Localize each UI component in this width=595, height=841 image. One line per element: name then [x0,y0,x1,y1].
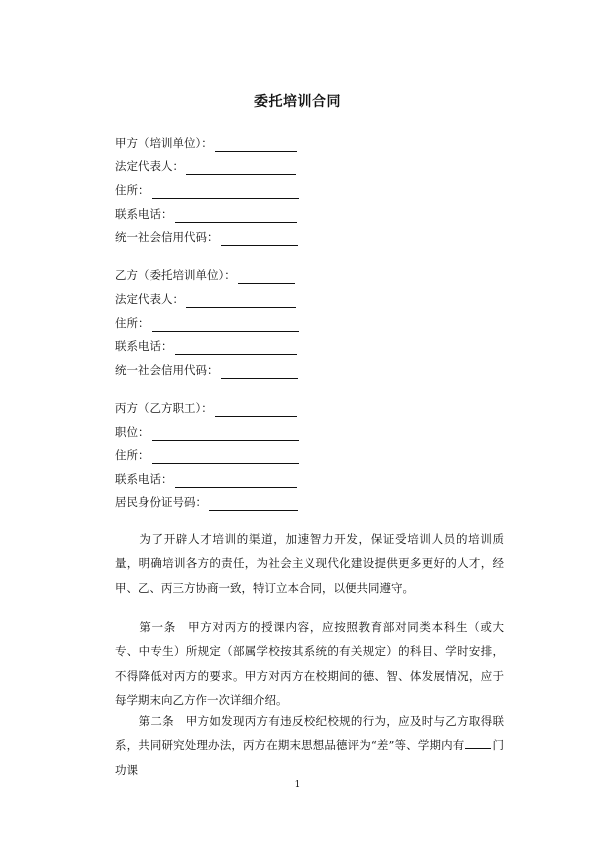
party-b-phone-label: 联系电话： [115,339,173,353]
party-b-credit-label: 统一社会信用代码： [115,363,219,377]
article-1-paragraph [115,615,504,712]
article-1-text: 第一条 甲方对丙方的授课内容，应按照教育部对同类本科生（或大专、中专生）所规定（部属学校按其系统的有关规定）的科目、学时安排，不得降低对丙方的要求。甲方对丙方在校期间的德、智、体发展情况，应于每学期末向乙方作一次详细介绍。 [115,620,504,707]
party-c-address-field [115,446,299,464]
party-a-phone-blank [175,210,297,223]
party-b-rep-blank [186,295,296,308]
party-b-heading-field [115,266,295,284]
party-a-credit-label: 统一社会信用代码： [115,230,219,244]
article-2-text-part2: 门功课 [115,738,504,777]
party-a-rep-blank [186,162,296,175]
page-number: 1 [294,780,301,790]
preamble-text: 为了开辟人才培训的渠道，加速智力开发，保证受培训人员的培训质量，明确培训各方的责任，为社会主义现代化建设提供更多更好的人才，经甲、乙、丙三方协商一致，特订立本合同，以便共同遵守。 [115,532,504,595]
party-a-credit-blank [221,233,298,246]
preamble-paragraph [115,527,504,600]
party-c-address-label: 住所： [115,448,150,462]
party-c-position-field [115,423,299,441]
party-c-heading-field [115,399,297,417]
party-a-address-label: 住所： [115,183,150,197]
party-c-position-label: 职位： [115,425,150,439]
party-a-address-blank [152,186,299,199]
party-a-heading-field [115,134,297,152]
party-c-phone-label: 联系电话： [115,472,173,486]
party-b-rep-label: 法定代表人： [115,292,184,306]
party-a-rep-field [115,157,296,175]
party-c-heading-label: 丙方（乙方职工）： [115,401,213,415]
party-b-heading-label: 乙方（委托培训单位）： [115,268,236,282]
party-b-phone-field [115,337,297,355]
party-c-name-blank [215,404,297,417]
party-b-credit-field [115,361,298,379]
party-a-heading-label: 甲方（培训单位）： [115,136,213,150]
party-b-credit-blank [221,366,298,379]
article-2-paragraph [115,709,504,782]
party-b-rep-field [115,290,296,308]
party-b-phone-blank [175,342,297,355]
party-b-address-blank [152,319,299,332]
document-title: 委托培训合同 [254,94,341,110]
party-c-phone-field [115,470,297,488]
party-b-name-blank [238,271,295,284]
party-a-phone-field [115,205,297,223]
party-c-phone-blank [175,475,297,488]
party-b-address-field [115,314,299,332]
party-a-phone-label: 联系电话： [115,207,173,221]
party-a-credit-field [115,228,298,246]
party-a-address-field [115,181,299,199]
party-a-name-blank [215,139,297,152]
party-c-id-label: 居民身份证号码： [115,495,207,509]
party-c-id-field [115,493,298,511]
party-a-rep-label: 法定代表人： [115,159,184,173]
party-c-address-blank [152,451,299,464]
article-2-text-part1: 第二条 甲方如发现丙方有违反校纪校规的行为，应及时与乙方取得联系，共同研究处理办法，丙方在期末思想品德评为“差”等、学期内有 [115,714,504,753]
failed-courses-blank [465,736,491,749]
party-c-id-blank [209,498,298,511]
party-c-position-blank [152,428,299,441]
party-b-address-label: 住所： [115,316,150,330]
